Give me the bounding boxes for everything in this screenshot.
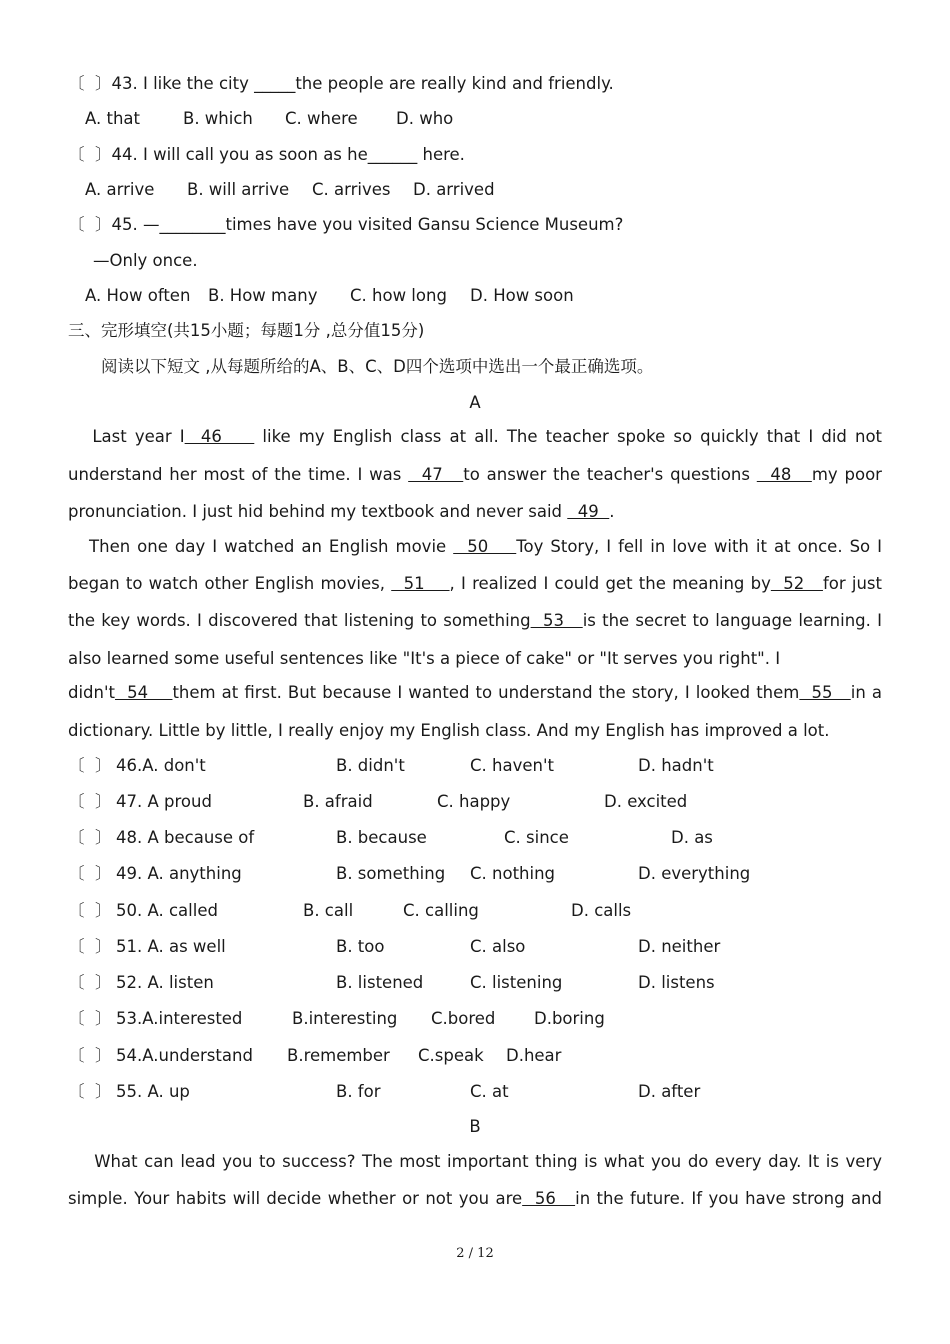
answer-bracket: 〔 〕 (68, 1046, 112, 1065)
answer-bracket: 〔 〕 (68, 792, 112, 811)
answer-bracket: 〔 〕 (68, 864, 112, 883)
option-b: B. listened (336, 973, 424, 992)
passage-a-line: Then one day I watched an English movie 50 Toy Story, I fell in love with it at once. So I (89, 537, 883, 556)
option-d: D. calls (571, 901, 632, 920)
option-a: 46.A. don't (116, 756, 206, 775)
passage-a-line: didn't 54 them at first. But because I wanted to understand the story, I looked them 55 in a (68, 683, 882, 702)
passage-a-line: Last year I 46 like my English class at all. The teacher spoke so quickly that I did not (92, 427, 883, 446)
option-d: D. How soon (470, 286, 574, 305)
passage-a-line: dictionary. Little by little, I really enjoy my English class. And my English has improved a lot. (68, 721, 830, 740)
blank-50: 50 (453, 537, 517, 556)
option-c: C. since (504, 828, 569, 847)
option-b: B. which (183, 109, 253, 128)
choice-row (68, 973, 715, 993)
answer-bracket: 〔 〕 (68, 828, 112, 847)
question-45-reply: —Only once. (93, 251, 198, 270)
option-d: D. hadn't (638, 756, 714, 775)
option-c: C. nothing (470, 864, 556, 883)
choice-row (68, 756, 714, 776)
option-a: A. that (85, 109, 140, 128)
option-a: 55. A. up (116, 1082, 190, 1101)
choice-row (68, 828, 713, 848)
blank-47: 47 (408, 465, 464, 484)
option-d: D. neither (638, 937, 721, 956)
option-d: D.hear (506, 1046, 562, 1065)
answer-bracket: 〔 〕 (68, 937, 112, 956)
blank-48: 48 (756, 465, 812, 484)
answer-bracket: 〔 〕 (68, 1082, 112, 1101)
option-a: A. How often (85, 286, 191, 305)
page-number: 2 / 12 (456, 1246, 494, 1261)
option-b: B. How many (208, 286, 318, 305)
option-c: C. where (285, 109, 358, 128)
passage-b-label: B (469, 1117, 481, 1136)
blank-46: 46 (184, 427, 255, 446)
option-a: 48. A because of (116, 828, 255, 847)
answer-bracket: 〔 〕 (68, 756, 112, 775)
option-a: A. arrive (85, 180, 155, 199)
passage-a-line: understand her most of the time. I was 47 to answer the teacher's questions 48 my poor (68, 465, 882, 484)
answer-bracket: 〔 〕 (68, 145, 112, 164)
question-text: 45. —________times have you visited Gansu Science Museum? (111, 215, 624, 234)
option-b: B. too (336, 937, 385, 956)
option-d: D. who (396, 109, 454, 128)
option-b: B. for (336, 1082, 381, 1101)
option-b: B.remember (287, 1046, 390, 1065)
option-c: C. at (470, 1082, 509, 1101)
option-d: D. excited (604, 792, 688, 811)
passage-b-line: What can lead you to success? The most important thing is what you do every day. It is very (94, 1152, 882, 1171)
option-a: 51. A. as well (116, 937, 226, 956)
blank-49: 49 (567, 502, 610, 521)
question-text: 43. I like the city _____the people are really kind and friendly. (111, 74, 614, 93)
option-c: C.speak (418, 1046, 484, 1065)
blank-51: 51 (391, 574, 450, 593)
blank-54: 54 (115, 683, 173, 702)
passage-a-label: A (469, 393, 481, 412)
option-c: C. how long (350, 286, 447, 305)
question-44 (68, 145, 465, 165)
choice-row (68, 1082, 701, 1102)
option-c: C. arrives (312, 180, 391, 199)
blank-52: 52 (770, 574, 823, 593)
option-d: D. listens (638, 973, 715, 992)
answer-bracket: 〔 〕 (68, 1009, 112, 1028)
option-a: 50. A. called (116, 901, 218, 920)
option-c: C. calling (403, 901, 479, 920)
option-b: B. will arrive (187, 180, 290, 199)
option-a: 53.A.interested (116, 1009, 243, 1028)
answer-bracket: 〔 〕 (68, 901, 112, 920)
answer-bracket: 〔 〕 (68, 74, 112, 93)
option-c: C.bored (431, 1009, 496, 1028)
passage-a-line: also learned some useful sentences like "It's a piece of cake" or "It serves you right". I (68, 649, 781, 668)
option-c: C. haven't (470, 756, 554, 775)
option-a: 54.A.understand (116, 1046, 253, 1065)
option-c: C. also (470, 937, 526, 956)
option-c: C. listening (470, 973, 563, 992)
question-43 (68, 74, 614, 94)
choice-row (68, 1009, 605, 1029)
option-c: C. happy (437, 792, 511, 811)
passage-a-line: the key words. I discovered that listening to something 53 is the secret to language learning. I (68, 611, 882, 630)
passage-b-line: simple. Your habits will decide whether or not you are 56 in the future. If you have strong and (68, 1189, 882, 1208)
blank-53: 53 (530, 611, 583, 630)
option-a: 49. A. anything (116, 864, 242, 883)
blank-55: 55 (799, 683, 851, 702)
section-title: 三、完形填空(共15小题；每题1分 ,总分值15分) (68, 321, 425, 340)
option-b: B. because (336, 828, 427, 847)
option-d: D. as (671, 828, 713, 847)
choice-row (68, 792, 688, 812)
option-b: B. call (303, 901, 354, 920)
answer-bracket: 〔 〕 (68, 215, 112, 234)
choice-row (68, 1046, 562, 1066)
option-b: B. afraid (303, 792, 373, 811)
choice-row (68, 864, 751, 884)
option-d: D.boring (534, 1009, 605, 1028)
question-text: 44. I will call you as soon as he______ here. (111, 145, 465, 164)
passage-a-line: pronunciation. I just hid behind my textbook and never said 49 . (68, 502, 615, 521)
option-b: B.interesting (292, 1009, 398, 1028)
option-d: D. after (638, 1082, 701, 1101)
blank-56: 56 (522, 1189, 576, 1208)
option-d: D. arrived (413, 180, 495, 199)
option-a: 47. A proud (116, 792, 212, 811)
option-a: 52. A. listen (116, 973, 214, 992)
question-45 (68, 215, 623, 235)
option-b: B. didn't (336, 756, 405, 775)
section-instruction: 阅读以下短文 ,从每题所给的A、B、C、D四个选项中选出一个最正确选项。 (101, 357, 654, 376)
passage-a-line: began to watch other English movies, 51 , I realized I could get the meaning by 52 for just (68, 574, 882, 593)
option-d: D. everything (638, 864, 751, 883)
choice-row (68, 937, 721, 957)
option-b: B. something (336, 864, 446, 883)
answer-bracket: 〔 〕 (68, 973, 112, 992)
choice-row (68, 901, 632, 921)
